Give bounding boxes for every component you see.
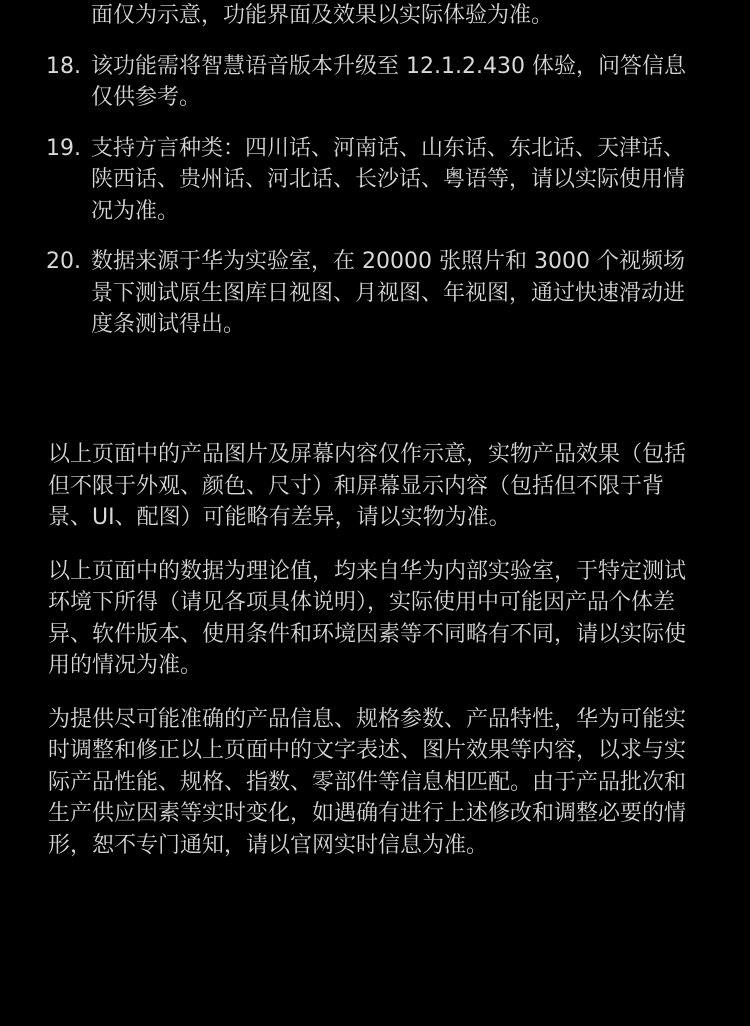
footnote-text: 该功能需将智慧语音版本升级至 12.1.2.430 体验，问答信息仅供参考。	[91, 53, 686, 110]
footnote-item-20	[46, 246, 706, 341]
footnote-item-19	[46, 133, 706, 228]
footnote-text: 支持方言种类：四川话、河南话、山东话、东北话、天津话、陕西话、贵州话、河北话、长沙话、粤语等，请以实际使用情况为准。	[91, 135, 686, 224]
disclaimer-section	[48, 439, 704, 861]
disclaimer-product-images: 以上页面中的产品图片及屏幕内容仅作示意，实物产品效果（包括但不限于外观、颜色、尺寸）和屏幕显示内容（包括但不限于背景、UI、配图）可能略有差异，请以实物为准。	[48, 442, 687, 530]
footnote-text: 数据来源于华为实验室，在 20000 张照片和 3000 个视频场景下测试原生图库日视图、月视图、年视图，通过快速滑动进度条测试得出。	[91, 249, 686, 337]
footnote-number: 18.	[46, 53, 81, 79]
disclaimer-info-updates: 为提供尽可能准确的产品信息、规格参数、产品特性，华为可能实时调整和修正以上页面中的文字表述、图片效果等内容，以求与实际产品性能、规格、指数、零部件等信息相匹配。由于产品批次和生产供应因素等实时变化，如遇确有进行上述修改和调整必要的情形，恕不专门通知，请以官网实时信息为准。	[48, 706, 687, 858]
footnote-number: 19.	[46, 135, 81, 161]
footnote-number: 20.	[46, 249, 81, 274]
footnote-continued-line: 面仅为示意，功能界面及效果以实际体验为准。	[91, 3, 554, 28]
footnote-item-18	[46, 51, 706, 114]
disclaimer-lab-data: 以上页面中的数据为理论值，均来自华为内部实验室，于特定测试环境下所得（请见各项具体说明），实际使用中可能因产品个体差异、软件版本、使用条件和环境因素等不同略有不同，请以实际使用的情况为准。	[48, 558, 687, 678]
footnote-list	[46, 0, 706, 341]
